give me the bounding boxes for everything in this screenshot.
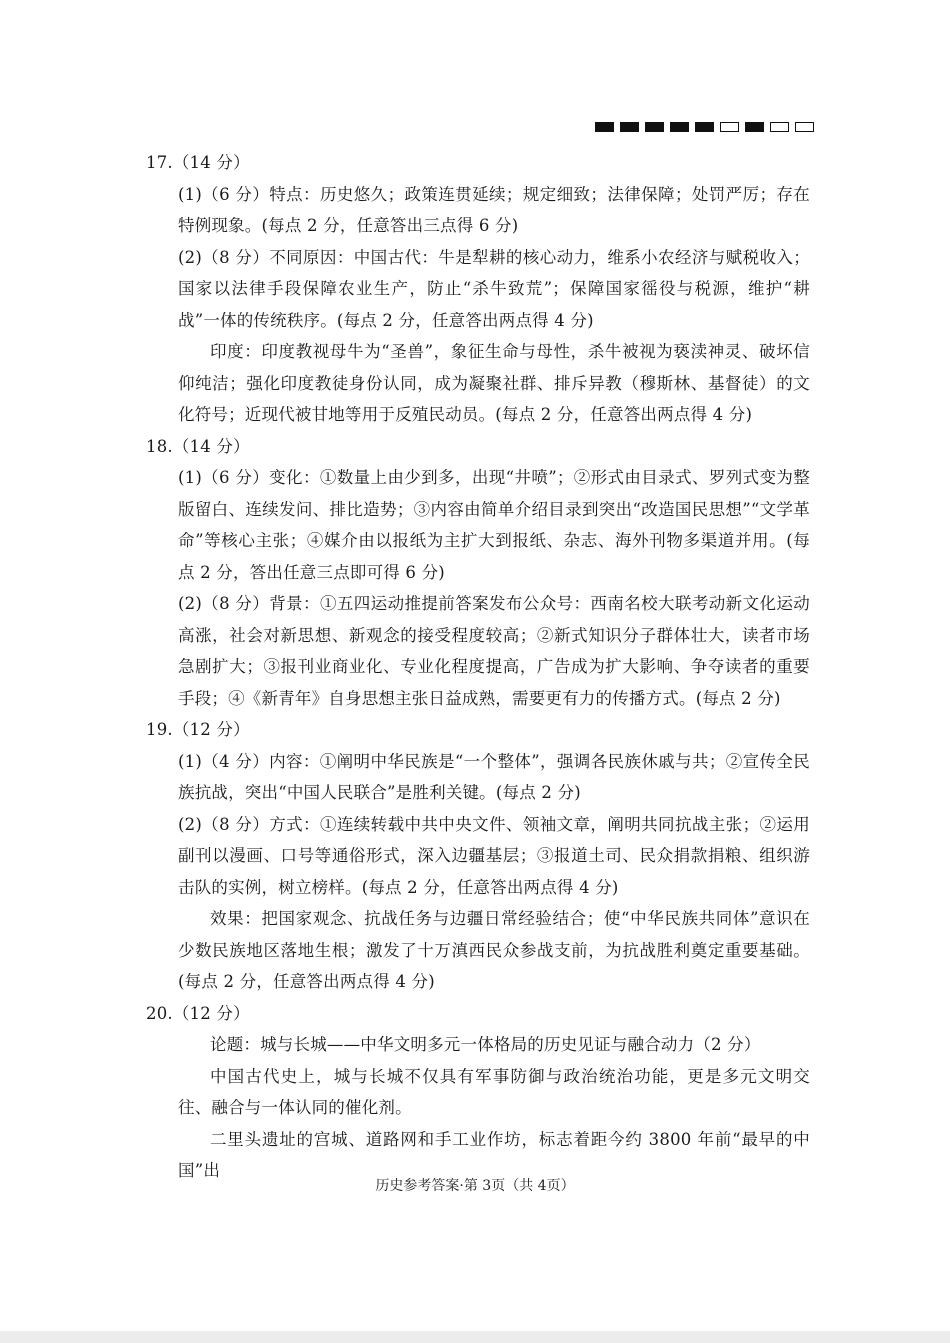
question-17-part-2-india: 印度：印度教视母牛为“圣兽”，象征生命与母性，杀牛被视为亵渎神灵、破坏信仰纯洁；强化印度教徒身份认同，成为凝聚社群、排斥异教（穆斯林、基督徒）的文化符号；近现代被甘地等用于反殖民动员。(每点 2 分，任意答出两点得 4 分) — [178, 342, 810, 424]
page-footer: 历史参考答案·第 3页（共 4页） — [375, 1178, 575, 1194]
marker-block — [745, 122, 764, 132]
question-20-heading: 20.（12 分） — [146, 1003, 250, 1023]
question-19-effect: 效果：把国家观念、抗战任务与边疆日常经验结合；使“中华民族共同体”意识在少数民族地区落地生根；激发了十万滇西民众参战支前，为抗战胜利奠定重要基础。(每点 2 分，任意答出两点得 4 分) — [178, 909, 810, 991]
marker-block — [595, 122, 614, 132]
question-20-paragraph-1: 中国古代史上，城与长城不仅具有军事防御与政治统治功能，更是多元文明交往、融合与一体认同的催化剂。 — [178, 1066, 810, 1117]
marker-block — [645, 122, 664, 132]
question-18-part-2: (2)（8 分）背景：①五四运动推提前答案发布公众号：西南名校大联考动新文化运动高涨，社会对新思想、新观念的接受程度较高；②新式知识分子群体壮大，读者市场急剧扩大；③报刊业商业化、专业化程度提高，广告成为扩大影响、争夺读者的重要手段；④《新青年》自身思想主张日益成熟，需要更有力的传播方式。(每点 2 分) — [178, 594, 810, 708]
question-17-heading: 17.（14 分） — [146, 153, 250, 172]
marker-block — [670, 122, 689, 132]
question-18-heading: 18.（14 分） — [146, 436, 250, 456]
marker-block — [620, 122, 639, 132]
question-17-part-2: (2)（8 分）不同原因：中国古代：牛是犁耕的核心动力，维系小农经济与赋税收入；国家以法律手段保障农业生产，防止“杀牛致荒”；保障国家徭役与税源，维护“耕战”一体的传统秩序。(每点 2 分，任意答出两点得 4 分) — [178, 247, 810, 330]
marker-block — [720, 122, 739, 132]
question-18-part-1: (1)（6 分）变化：①数量上由少到多，出现“井喷”；②形式由目录式、罗列式变为整版留白、连续发问、排比造势；③内容由简单介绍目录到突出“改造国民思想”“文学革命”等核心主张；④媒介由以报纸为主扩大到报纸、杂志、海外刊物多渠道并用。(每点 2 分，答出任意三点即可得 6 分) — [178, 468, 810, 582]
question-19-heading: 19.（12 分） — [146, 720, 250, 739]
scan-edge-shade — [0, 1331, 950, 1343]
page-marker-blocks — [595, 122, 814, 132]
question-20-thesis: 论题：城与长城——中华文明多元一体格局的历史见证与融合动力（2 分） — [210, 1035, 761, 1054]
marker-block — [795, 122, 814, 132]
marker-block — [770, 122, 789, 132]
marker-block — [695, 122, 714, 132]
question-20-paragraph-2: 二里头遗址的宫城、道路网和手工业作坊，标志着距今约 3800 年前“最早的中国”出 — [178, 1129, 810, 1180]
question-19-part-1: (1)（4 分）内容：①阐明中华民族是“一个整体”，强调各民族休戚与共；②宣传全民族抗战，突出“中国人民联合”是胜利关键。(每点 2 分) — [178, 751, 810, 802]
question-17-part-1: (1)（6 分）特点：历史悠久；政策连贯延续；规定细致；法律保障；处罚严厉；存在特例现象。(每点 2 分，任意答出三点得 6 分) — [178, 184, 810, 235]
answer-content — [146, 147, 810, 1187]
question-19-part-2: (2)（8 分）方式：①连续转载中共中央文件、领袖文章，阐明共同抗战主张；②运用副刊以漫画、口号等通俗形式，深入边疆基层；③报道土司、民众捐款捐粮、组织游击队的实例，树立榜样。(每点 2 分，任意答出两点得 4 分) — [178, 814, 810, 897]
